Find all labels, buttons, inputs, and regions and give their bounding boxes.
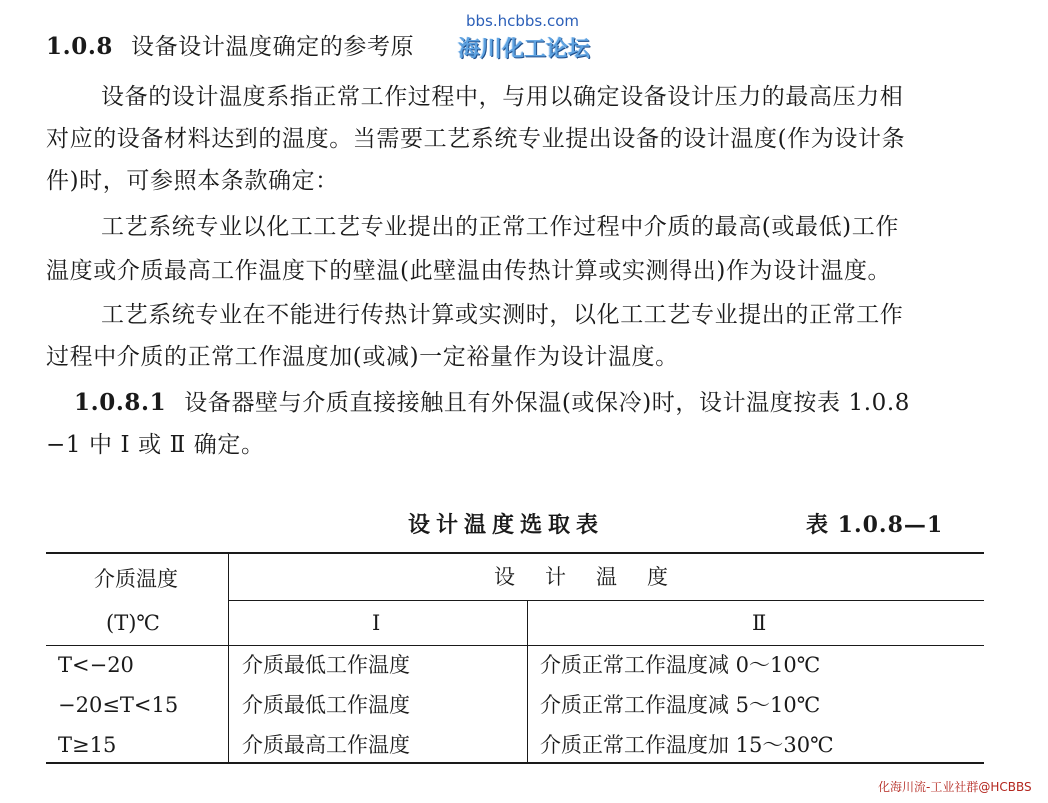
table-cell-design-ii: 介质正常工作温度加 15～30℃ xyxy=(540,733,834,757)
section-heading xyxy=(46,32,996,62)
table-title: 设计温度选取表 xyxy=(408,512,605,538)
table-header-col-ii: Ⅱ xyxy=(752,611,767,635)
table-col-divider xyxy=(228,552,229,762)
subsection-line-2: −1 中 Ⅰ 或 Ⅱ 确定。 xyxy=(46,432,265,458)
paragraph-line: 温度或介质最高工作温度下的壁温(此壁温由传热计算或实测得出)作为设计温度。 xyxy=(46,258,892,284)
table-cell-range: −20≤T<15 xyxy=(58,693,179,717)
table-bottom-rule xyxy=(46,762,984,764)
paragraph-line: 工艺系统专业以化工工艺专业提出的正常工作过程中介质的最高(或最低)工作 xyxy=(101,214,899,240)
table-header-temp-unit: (T)℃ xyxy=(106,611,160,635)
table-col-divider xyxy=(527,600,528,762)
table-cell-design-i: 介质最低工作温度 xyxy=(242,653,410,677)
table-cell-design-ii: 介质正常工作温度减 0～10℃ xyxy=(540,653,821,677)
subsection-text: 设备器壁与介质直接接触且有外保温(或保冷)时，设计温度按表 1.0.8 xyxy=(184,390,911,416)
table-top-rule xyxy=(46,552,984,554)
paragraph-line: 过程中介质的正常工作温度加(或减)一定裕量作为设计温度。 xyxy=(46,344,679,370)
section-title: 设备设计温度确定的参考原 xyxy=(131,34,415,60)
watermark-url: bbs.hcbbs.com xyxy=(466,12,580,30)
table-cell-range: T≥15 xyxy=(58,733,117,757)
table-cell-range: T<−20 xyxy=(58,653,134,677)
table-number: 表 1.0.8—1 xyxy=(806,512,944,538)
table-header-rule xyxy=(46,645,984,646)
subsection-line xyxy=(74,388,1024,418)
table-cell-design-i: 介质最低工作温度 xyxy=(242,693,410,717)
subsection-number: 1.0.8.1 xyxy=(74,389,167,416)
watermark-logo: 海川化工论坛 xyxy=(458,37,591,62)
section-number: 1.0.8 xyxy=(46,33,114,60)
table-header-col-i: Ⅰ xyxy=(372,611,381,635)
paragraph-line: 设备的设计温度系指正常工作过程中，与用以确定设备设计压力的最高压力相 xyxy=(101,84,904,110)
table-cell-design-ii: 介质正常工作温度减 5～10℃ xyxy=(540,693,821,717)
paragraph-line: 工艺系统专业在不能进行传热计算或实测时，以化工工艺专业提出的正常工作 xyxy=(101,302,904,328)
paragraph-line: 对应的设备材料达到的温度。当需要工艺系统专业提出设备的设计温度(作为设计条 xyxy=(46,126,906,152)
table-header-design-temp: 设计温度 xyxy=(494,565,698,589)
paragraph-line: 件)时，可参照本条款确定： xyxy=(46,168,339,194)
table-header-medium-temp: 介质温度 xyxy=(94,567,178,591)
footer-watermark: 化海川流-工业社群@HCBBS xyxy=(878,780,1032,794)
table-subheader-rule xyxy=(228,600,984,601)
table-cell-design-i: 介质最高工作温度 xyxy=(242,733,410,757)
